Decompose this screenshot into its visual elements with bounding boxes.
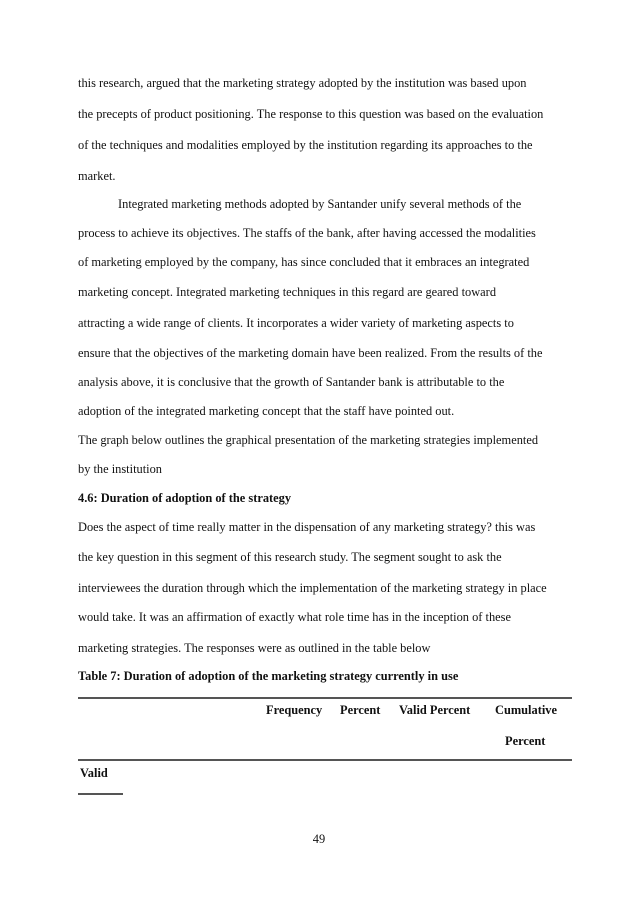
- body-line: Integrated marketing methods adopted by Santander unify several methods of the: [118, 197, 522, 211]
- body-line: ensure that the objectives of the marketing domain have been realized. From the results of the: [78, 346, 543, 360]
- table-header-rule: [78, 759, 572, 761]
- body-line: of the techniques and modalities employed by the institution regarding its approaches to the: [78, 138, 533, 152]
- table-header-valid-percent: Valid Percent: [399, 703, 471, 717]
- body-line: Does the aspect of time really matter in the dispensation of any marketing strategy? this was: [78, 520, 536, 534]
- body-line: this research, argued that the marketing strategy adopted by the institution was based upon: [78, 76, 527, 90]
- body-line: interviewees the duration through which the implementation of the marketing strategy in place: [78, 581, 547, 595]
- table-header-cumulative-percent: Percent: [505, 734, 546, 748]
- body-line: attracting a wide range of clients. It incorporates a wider variety of marketing aspects to: [78, 316, 514, 330]
- body-line: market.: [78, 169, 116, 183]
- table-row-label-valid: Valid: [80, 766, 108, 780]
- body-line: by the institution: [78, 462, 162, 476]
- table-row-rule: [78, 793, 123, 795]
- table-top-rule: [78, 697, 572, 699]
- page-number: 49: [312, 832, 326, 846]
- body-line: would take. It was an affirmation of exactly what role time has in the inception of these: [78, 610, 511, 624]
- table-header-percent: Percent: [340, 703, 381, 717]
- body-line: The graph below outlines the graphical presentation of the marketing strategies implemented: [78, 433, 539, 447]
- table-header-frequency: Frequency: [266, 703, 323, 717]
- body-line: process to achieve its objectives. The staffs of the bank, after having accessed the modalities: [78, 226, 536, 240]
- body-line: the key question in this segment of this research study. The segment sought to ask the: [78, 550, 502, 564]
- table-caption: Table 7: Duration of adoption of the marketing strategy currently in use: [78, 669, 459, 683]
- body-line: of marketing employed by the company, has since concluded that it embraces an integrated: [78, 255, 530, 269]
- section-heading: 4.6: Duration of adoption of the strategy: [78, 491, 292, 505]
- body-line: marketing concept. Integrated marketing techniques in this regard are geared toward: [78, 285, 497, 299]
- table-header-cumulative: Cumulative: [495, 703, 557, 717]
- body-line: adoption of the integrated marketing concept that the staff have pointed out.: [78, 404, 455, 418]
- body-line: marketing strategies. The responses were as outlined in the table below: [78, 641, 431, 655]
- body-line: the precepts of product positioning. The response to this question was based on the evaluation: [78, 107, 544, 121]
- body-line: analysis above, it is conclusive that the growth of Santander bank is attributable to the: [78, 375, 505, 389]
